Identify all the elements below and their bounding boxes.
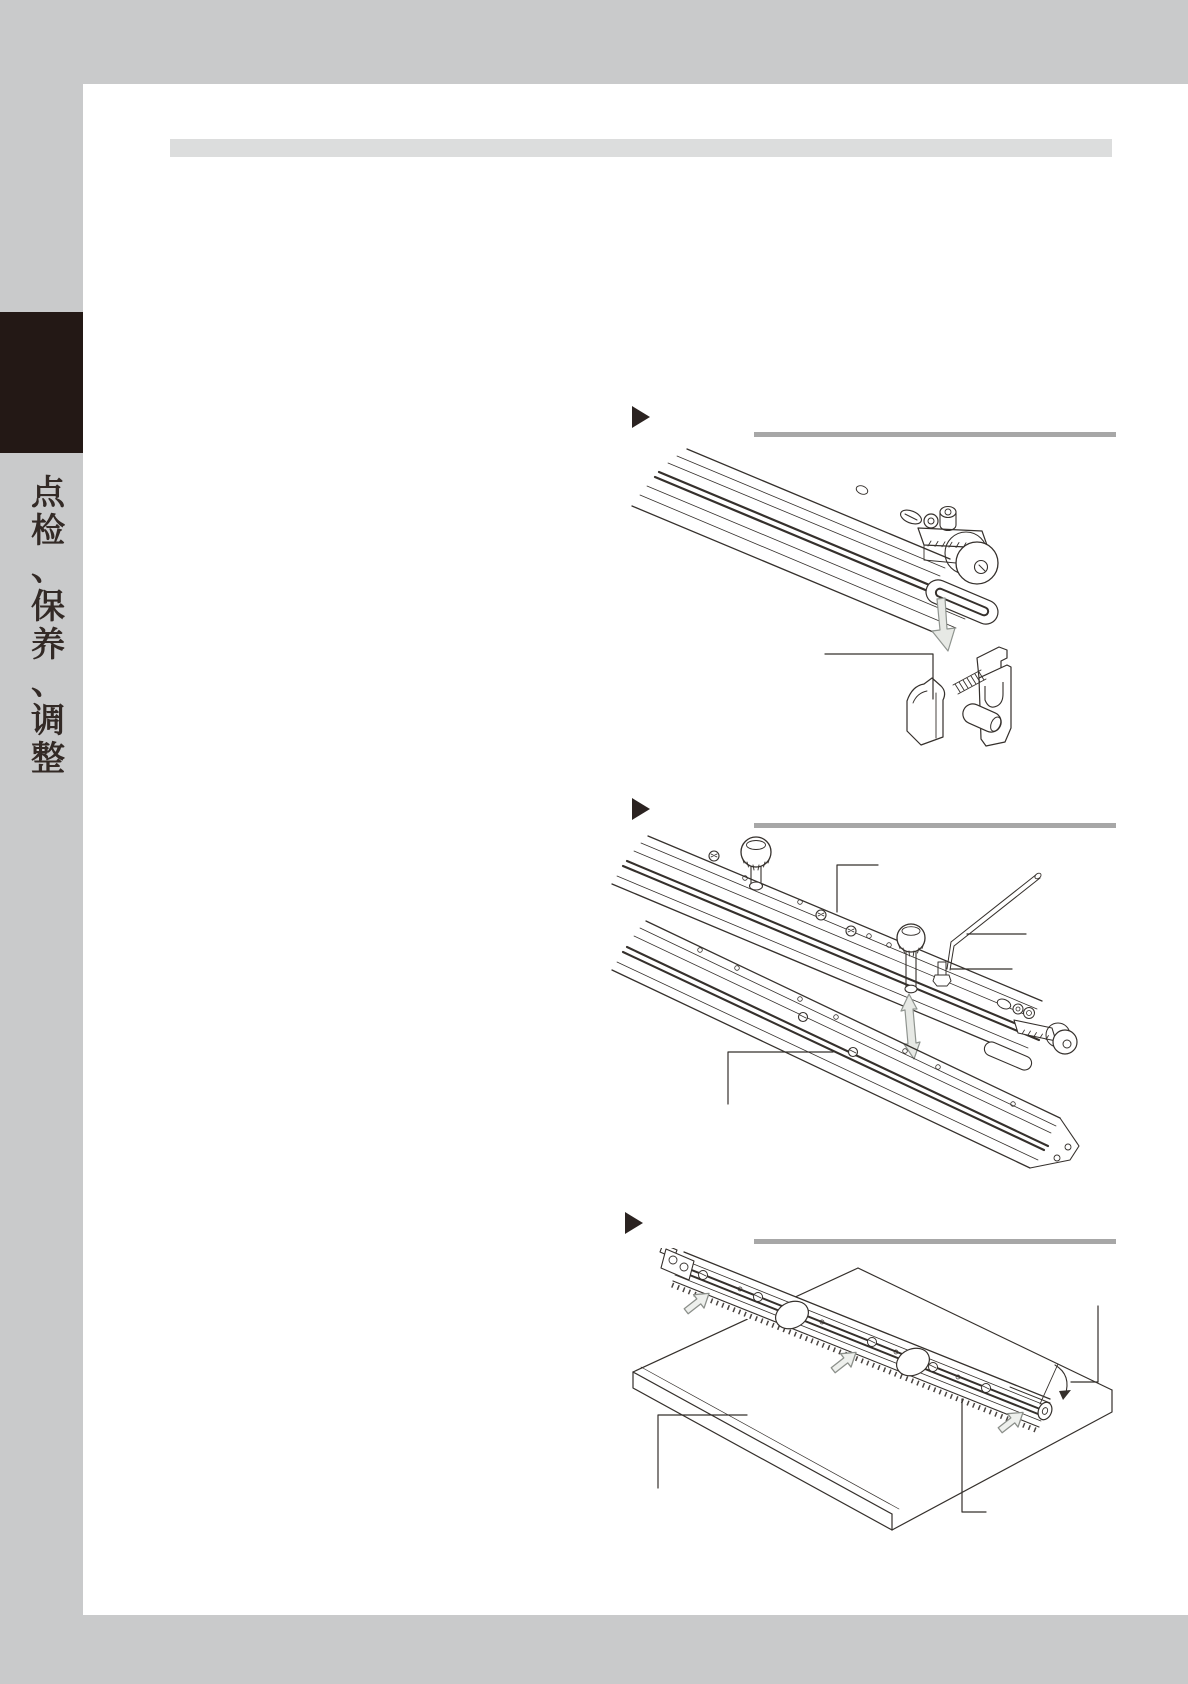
rail-screw-icon (849, 1048, 858, 1057)
rail-screw-icon (799, 1013, 808, 1022)
section-heading-rule (754, 1239, 1116, 1244)
sidebar-vertical-label (26, 474, 70, 778)
rail-screw-icon (982, 1384, 991, 1393)
sidebar-label-char: 检 (31, 512, 65, 550)
rail-screw-icon (754, 1293, 763, 1302)
sidebar-label-char: 整 (31, 740, 65, 778)
leader-line (962, 1399, 986, 1512)
sidebar-label-char: 、 (31, 550, 65, 588)
leader-line (837, 865, 878, 912)
sidebar-label-char: 保 (31, 588, 65, 626)
chapter-index-tab (0, 312, 83, 453)
section-marker-triangle-icon (632, 406, 650, 428)
section-heading-rule (754, 432, 1116, 437)
stopper-bracket (907, 647, 1011, 746)
sidebar-label-char: 、 (31, 664, 65, 702)
rail-assembly (660, 1248, 1058, 1436)
rail-screw-icon (699, 1271, 708, 1280)
rail-screw-icon (868, 1338, 877, 1347)
rail-screw-icon (709, 851, 719, 861)
sidebar-label-char: 调 (31, 702, 65, 740)
figure-rail-seated-on-table-edge (612, 1248, 1142, 1548)
section-marker-triangle-icon (625, 1212, 643, 1234)
clamp-knob-icon (741, 837, 771, 890)
rotation-arc-arrow-icon (1055, 1365, 1071, 1400)
rail-screw-icon (929, 1363, 938, 1372)
leader-line (728, 1052, 833, 1104)
set-screw-icon (933, 962, 951, 986)
sidebar-label-char: 点 (31, 474, 65, 512)
figure-paired-rails-with-clamp-knobs-and-hex-wrench (610, 828, 1100, 1190)
hex-wrench-icon (947, 872, 1042, 970)
section-marker-triangle-icon (632, 798, 650, 820)
sidebar-label-char: 养 (31, 626, 65, 664)
rail-screw-icon (816, 910, 826, 920)
leader-line (1071, 1306, 1098, 1382)
figure-rail-end-roller-with-stopper-insert (615, 440, 1065, 750)
page-title-bar (170, 139, 1112, 157)
rail-screw-icon (846, 926, 856, 936)
upper-rail (612, 836, 1077, 1072)
